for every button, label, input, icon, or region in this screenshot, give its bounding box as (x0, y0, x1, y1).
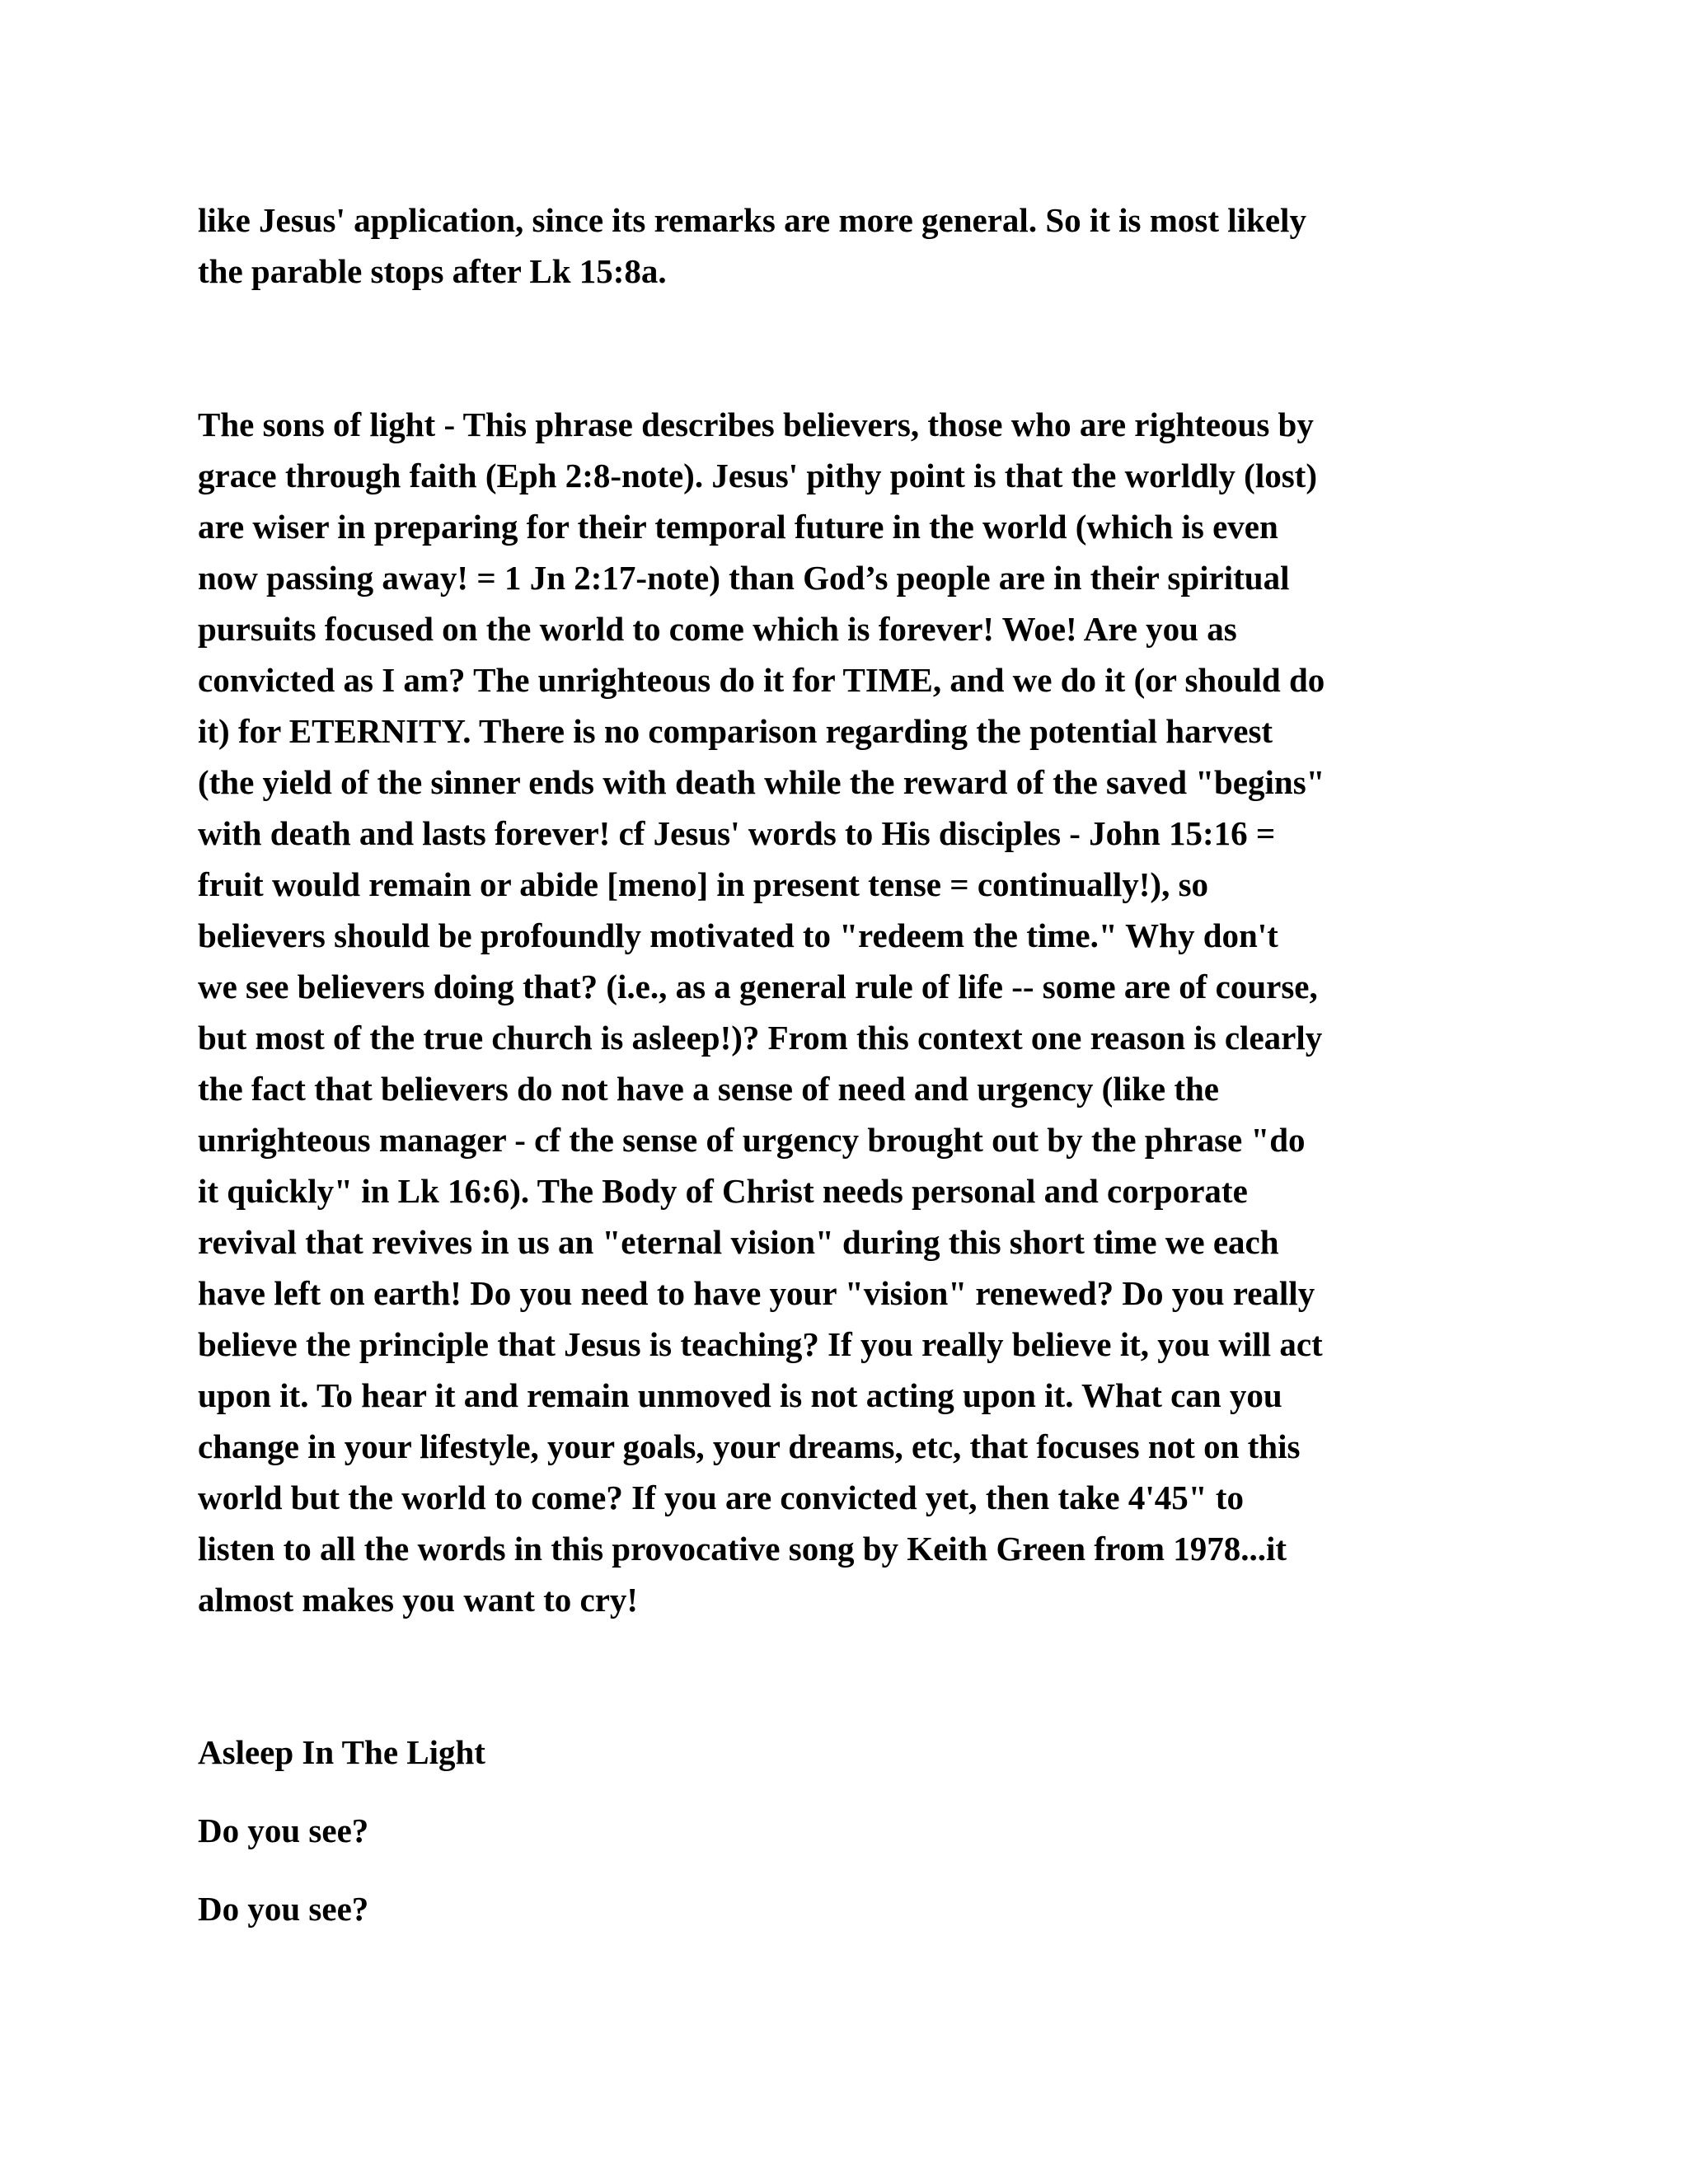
text-line: believe the principle that Jesus is teaching? If you really believe it, you will act (198, 1325, 1323, 1363)
text-line: listen to all the words in this provocative song by Keith Green from 1978...it (198, 1530, 1287, 1568)
text-line: fruit would remain or abide [meno] in present tense = continually!), so (198, 865, 1209, 903)
text-line: change in your lifestyle, your goals, your dreams, etc, that focuses not on this (198, 1427, 1301, 1465)
text-line: have left on earth! Do you need to have your "vision" renewed? Do you really (198, 1274, 1315, 1312)
text-line: (the yield of the sinner ends with death while the reward of the saved "begins" (198, 763, 1325, 801)
song-title: Asleep In The Light (198, 1733, 485, 1771)
text-line: unrighteous manager - cf the sense of urgency brought out by the phrase "do (198, 1121, 1306, 1159)
text-line: we see believers doing that? (i.e., as a general rule of life -- some are of course, (198, 968, 1318, 1005)
text-line: are wiser in preparing for their temporal future in the world (which is even (198, 508, 1278, 546)
text-line: believers should be profoundly motivated to "redeem the time." Why don't (198, 916, 1278, 954)
text-line: almost makes you want to cry! (198, 1581, 639, 1619)
text-line: like Jesus' application, since its remarks are more general. So it is most likely (198, 201, 1306, 239)
song-lyric-line: Do you see? (198, 1811, 369, 1849)
text-line: the fact that believers do not have a sense of need and urgency (like the (198, 1070, 1220, 1108)
text-line: The sons of light - This phrase describes believers, those who are righteous by (198, 405, 1314, 443)
text-line: with death and lasts forever! cf Jesus' words to His disciples - John 15:16 = (198, 814, 1276, 852)
text-line: convicted as I am? The unrighteous do it for TIME, and we do it (or should do (198, 661, 1325, 699)
text-line: world but the world to come? If you are convicted yet, then take 4'45" to (198, 1479, 1244, 1516)
text-line: it) for ETERNITY. There is no comparison regarding the potential harvest (198, 712, 1273, 750)
text-line: it quickly" in Lk 16:6). The Body of Christ needs personal and corporate (198, 1172, 1248, 1210)
text-line: the parable stops after Lk 15:8a. (198, 252, 667, 290)
text-line: grace through faith (Eph 2:8-note). Jesus' pithy point is that the worldly (lost) (198, 457, 1317, 494)
text-line: now passing away! = 1 Jn 2:17-note) than God’s people are in their spiritual (198, 559, 1290, 597)
text-line: upon it. To hear it and remain unmoved is not acting upon it. What can you (198, 1376, 1282, 1414)
text-line: revival that revives in us an "eternal vision" during this short time we each (198, 1223, 1279, 1261)
song-lyric-line: Do you see? (198, 1890, 369, 1928)
text-line: but most of the true church is asleep!)? From this context one reason is clearly (198, 1019, 1323, 1057)
text-line: pursuits focused on the world to come which is forever! Woe! Are you as (198, 610, 1237, 648)
